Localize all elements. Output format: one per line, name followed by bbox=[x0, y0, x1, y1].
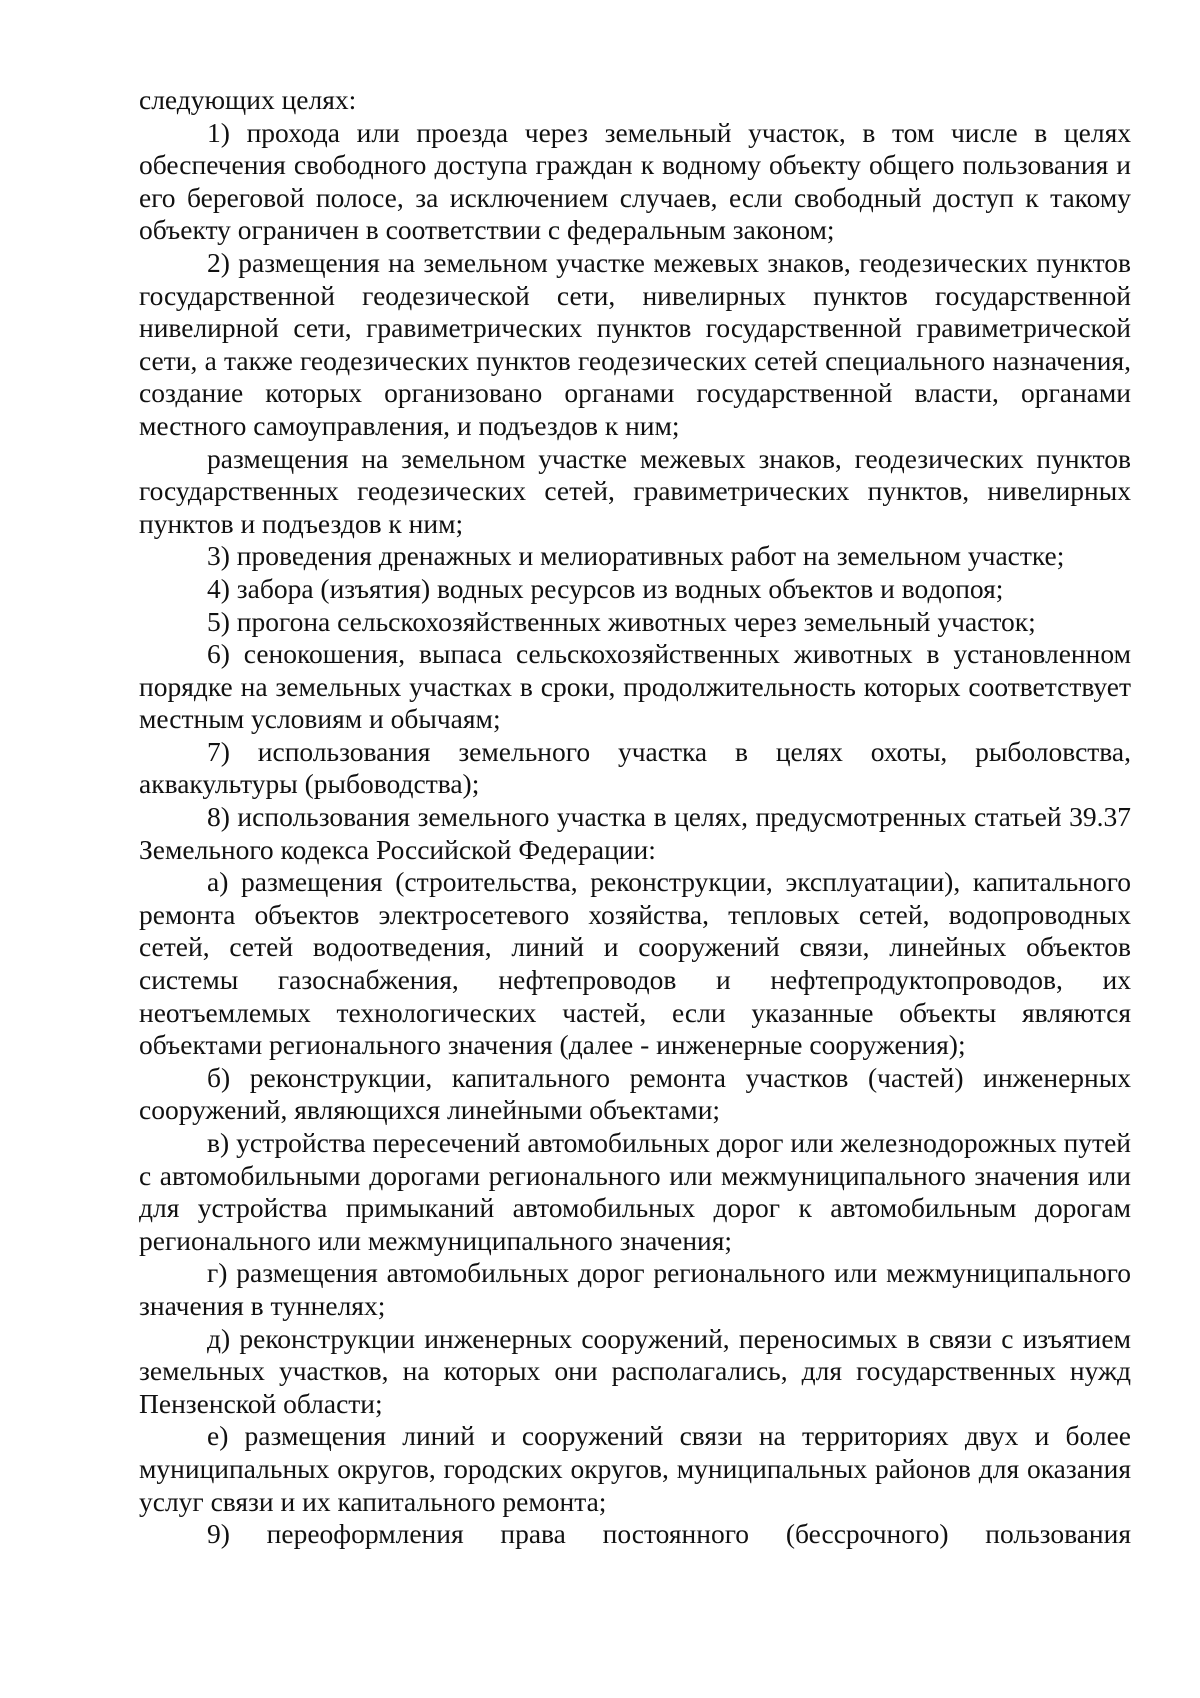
paragraph-item-7: 7) использования земельного участка в целях охоты, рыболовства, аквакультуры (рыбоводства); bbox=[139, 735, 1131, 800]
paragraph-item-5: 5) прогона сельскохозяйственных животных через земельный участок; bbox=[207, 605, 1036, 637]
paragraph-item-3: 3) проведения дренажных и мелиоративных работ на земельном участке; bbox=[207, 540, 1065, 572]
paragraph-subitem-d: д) реконструкции инженерных сооружений, переносимых в связи с изъятием земельных участков, на которых они располагались, для государственных нужд Пензенской области; bbox=[139, 1322, 1131, 1419]
paragraph-item-2-cont: размещения на земельном участке межевых знаков, геодезических пунктов государственных геодезических сетей, гравиметрических пунктов, нивелирных пунктов и подъездов к ним; bbox=[139, 442, 1131, 539]
paragraph-item-6: 6) сенокошения, выпаса сельскохозяйственных животных в установленном порядке на земельных участках в сроки, продолжительность которых соответствует местным условиям и обычаям; bbox=[139, 638, 1131, 735]
paragraph-subitem-b: б) реконструкции, капитального ремонта участков (частей) инженерных сооружений, являющихся линейными объектами; bbox=[139, 1061, 1131, 1126]
paragraph-subitem-a: а) размещения (строительства, реконструкции, эксплуатации), капитального ремонта объектов электросетевого хозяйства, тепловых сетей, водопроводных сетей, сетей водоотведения, линий и сооружений связи, линейных объектов системы газоснабжения, нефтепроводов и нефтепродуктопроводов, их неотъемлемых технологических частей, если указанные объекты являются объектами регионального значения (далее - инженерные сооружения); bbox=[139, 866, 1131, 1061]
document-page bbox=[139, 84, 1131, 1551]
paragraph-item-8: 8) использования земельного участка в целях, предусмотренных статьей 39.37 Земельного кодекса Российской Федерации: bbox=[139, 801, 1131, 865]
paragraph-subitem-e: е) размещения линий и сооружений связи на территориях двух и более муниципальных округов, городских округов, муниципальных районов для оказания услуг связи и их капитального ремонта; bbox=[139, 1420, 1131, 1517]
paragraph-item-1: 1) прохода или проезда через земельный участок, в том числе в целях обеспечения свободного доступа граждан к водному объекту общего пользования и его береговой полосе, за исключением случаев, если свободный доступ к такому объекту ограничен в соответствии с федеральным законом; bbox=[139, 116, 1131, 246]
paragraph-item-4: 4) забора (изъятия) водных ресурсов из водных объектов и водопоя; bbox=[207, 572, 1004, 604]
paragraph-item-9: 9) переоформления права постоянного (бессрочного) пользования bbox=[207, 1518, 1131, 1550]
paragraph-subitem-g: г) размещения автомобильных дорог регионального или межмуниципального значения в туннелях; bbox=[139, 1257, 1131, 1321]
paragraph-intro: следующих целях: bbox=[139, 84, 357, 115]
paragraph-subitem-v: в) устройства пересечений автомобильных дорог или железнодорожных путей с автомобильными дорогами регионального или межмуниципального значения или для устройства примыканий автомобильных дорог к автомобильным дорогам регионального или межмуниципального значения; bbox=[139, 1127, 1131, 1256]
paragraph-item-2: 2) размещения на земельном участке межевых знаков, геодезических пунктов государственной геодезической сети, нивелирных пунктов государственной нивелирной сети, гравиметрических пунктов государственной гравиметрической сети, а также геодезических пунктов геодезических сетей специального назначения, создание которых организовано органами государственной власти, органами местного самоуправления, и подъездов к ним; bbox=[139, 246, 1131, 441]
